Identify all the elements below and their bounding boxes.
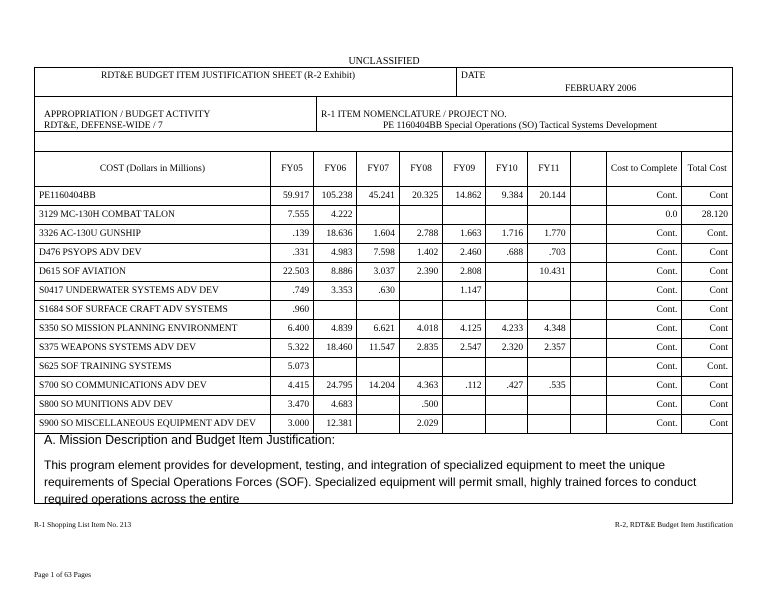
cost-cell: 2.029: [399, 415, 442, 434]
table-row: [35, 187, 733, 206]
table-row: [35, 225, 733, 244]
cost-cell: [570, 301, 606, 320]
cost-cell: Cont.: [606, 358, 682, 377]
cost-cell: 4.363: [399, 377, 442, 396]
cost-cell: Cont: [682, 339, 733, 358]
cost-cell: .688: [486, 244, 528, 263]
cost-cell: .139: [270, 225, 313, 244]
cost-cell: 11.547: [357, 339, 399, 358]
cost-cell: Cont.: [606, 187, 682, 206]
cost-cell: 4.018: [399, 320, 442, 339]
column-header: FY10: [486, 152, 528, 187]
cost-cell: [570, 415, 606, 434]
cost-cell: 2.460: [443, 244, 486, 263]
cost-cell: [486, 282, 528, 301]
row-label: S0417 UNDERWATER SYSTEMS ADV DEV: [35, 282, 271, 301]
cost-cell: Cont: [682, 282, 733, 301]
cost-cell: Cont.: [606, 225, 682, 244]
cost-cell: Cont: [682, 244, 733, 263]
column-header: FY07: [357, 152, 399, 187]
cost-cell: [443, 415, 486, 434]
cost-cell: [570, 396, 606, 415]
section-heading: A. Mission Description and Budget Item Justification:: [44, 433, 336, 447]
cost-cell: 22.503: [270, 263, 313, 282]
cost-cell: [570, 206, 606, 225]
cost-cell: 5.073: [270, 358, 313, 377]
row-label: PE1160404BB: [35, 187, 271, 206]
cost-cell: [570, 320, 606, 339]
cost-cell: Cont.: [606, 320, 682, 339]
cost-cell: 3.353: [314, 282, 357, 301]
date-divider: [456, 67, 457, 96]
cost-cell: [528, 396, 570, 415]
row-label: S350 SO MISSION PLANNING ENVIRONMENT: [35, 320, 271, 339]
cost-cell: 4.839: [314, 320, 357, 339]
cost-cell: [357, 396, 399, 415]
cost-cell: [486, 301, 528, 320]
cost-cell: 4.983: [314, 244, 357, 263]
cost-cell: 5.322: [270, 339, 313, 358]
cost-cell: 2.320: [486, 339, 528, 358]
footer-right: R-2, RDT&E Budget Item Justification: [614, 520, 733, 529]
cost-cell: .960: [270, 301, 313, 320]
cost-cell: Cont: [682, 415, 733, 434]
cost-cell: [357, 301, 399, 320]
cost-cell: 105.238: [314, 187, 357, 206]
cost-cell: [486, 263, 528, 282]
cost-cell: [357, 415, 399, 434]
cost-cell: .331: [270, 244, 313, 263]
cost-cell: Cont.: [606, 263, 682, 282]
cost-cell: .630: [357, 282, 399, 301]
row-label: 3326 AC-130U GUNSHIP: [35, 225, 271, 244]
cost-cell: 6.621: [357, 320, 399, 339]
column-header: [570, 152, 606, 187]
cost-cell: .500: [399, 396, 442, 415]
cost-cell: Cont: [682, 301, 733, 320]
cost-table: [34, 151, 733, 434]
cost-cell: .112: [443, 377, 486, 396]
footer-left: R-1 Shopping List Item No. 213: [34, 520, 132, 529]
table-row: [35, 320, 733, 339]
header-divider: [34, 131, 733, 132]
row-label: D476 PSYOPS ADV DEV: [35, 244, 271, 263]
column-header: FY09: [443, 152, 486, 187]
cost-cell: 4.222: [314, 206, 357, 225]
table-row: [35, 358, 733, 377]
cost-cell: 4.125: [443, 320, 486, 339]
cost-cell: [528, 206, 570, 225]
row-label: 3129 MC-130H COMBAT TALON: [35, 206, 271, 225]
cost-cell: [528, 282, 570, 301]
cost-cell: 1.663: [443, 225, 486, 244]
appropriation-divider: [316, 96, 317, 131]
date-value: FEBRUARY 2006: [565, 84, 637, 94]
cost-cell: [570, 377, 606, 396]
table-row: [35, 377, 733, 396]
cost-cell: .749: [270, 282, 313, 301]
page-number: Page 1 of 63 Pages: [34, 570, 92, 579]
cost-cell: 14.862: [443, 187, 486, 206]
cost-cell: 10.431: [528, 263, 570, 282]
table-row: [35, 282, 733, 301]
cost-cell: [399, 282, 442, 301]
cost-cell: 3.000: [270, 415, 313, 434]
cost-cell: 9.384: [486, 187, 528, 206]
cost-cell: 24.795: [314, 377, 357, 396]
header-divider: [34, 96, 733, 97]
cost-cell: 6.400: [270, 320, 313, 339]
cost-cell: Cont.: [606, 377, 682, 396]
cost-cell: 4.348: [528, 320, 570, 339]
cost-cell: 12.381: [314, 415, 357, 434]
cost-cell: Cont.: [606, 282, 682, 301]
cost-cell: [443, 301, 486, 320]
column-header: FY11: [528, 152, 570, 187]
cost-cell: .703: [528, 244, 570, 263]
cost-cell: 0.0: [606, 206, 682, 225]
column-header: COST (Dollars in Millions): [35, 152, 271, 187]
row-label: S375 WEAPONS SYSTEMS ADV DEV: [35, 339, 271, 358]
cost-cell: [443, 358, 486, 377]
cost-cell: 20.144: [528, 187, 570, 206]
cost-cell: 7.555: [270, 206, 313, 225]
cost-cell: 28.120: [682, 206, 733, 225]
table-row: [35, 301, 733, 320]
cost-cell: [528, 301, 570, 320]
cost-table-header: [35, 152, 733, 187]
cost-cell: 2.788: [399, 225, 442, 244]
cost-cell: 2.835: [399, 339, 442, 358]
row-label: D615 SOF AVIATION: [35, 263, 271, 282]
cost-cell: [443, 206, 486, 225]
column-header: Cost to Complete: [606, 152, 682, 187]
cost-cell: Cont: [682, 320, 733, 339]
column-header: Total Cost: [682, 152, 733, 187]
row-label: S800 SO MUNITIONS ADV DEV: [35, 396, 271, 415]
cost-cell: .427: [486, 377, 528, 396]
table-row: [35, 244, 733, 263]
cost-cell: Cont: [682, 187, 733, 206]
cost-cell: Cont.: [682, 358, 733, 377]
cost-cell: 1.604: [357, 225, 399, 244]
cost-cell: Cont: [682, 396, 733, 415]
cost-cell: 18.460: [314, 339, 357, 358]
row-label: S625 SOF TRAINING SYSTEMS: [35, 358, 271, 377]
appropriation-value: RDT&E, DEFENSE-WIDE / 7: [44, 121, 163, 131]
table-row: [35, 339, 733, 358]
cost-cell: 14.204: [357, 377, 399, 396]
cost-cell: 2.808: [443, 263, 486, 282]
cost-cell: 8.886: [314, 263, 357, 282]
table-row: [35, 206, 733, 225]
cost-cell: [570, 263, 606, 282]
column-header: FY06: [314, 152, 357, 187]
cost-cell: 2.357: [528, 339, 570, 358]
row-label: S1684 SOF SURFACE CRAFT ADV SYSTEMS: [35, 301, 271, 320]
cost-cell: Cont.: [606, 339, 682, 358]
cost-cell: [486, 396, 528, 415]
cost-cell: 3.037: [357, 263, 399, 282]
cost-cell: 3.470: [270, 396, 313, 415]
cost-cell: [357, 358, 399, 377]
cost-cell: [528, 415, 570, 434]
cost-cell: 18.636: [314, 225, 357, 244]
cost-cell: 7.598: [357, 244, 399, 263]
cost-cell: Cont.: [606, 244, 682, 263]
cost-cell: [314, 301, 357, 320]
cost-cell: 59.917: [270, 187, 313, 206]
cost-cell: .535: [528, 377, 570, 396]
column-header: FY08: [399, 152, 442, 187]
cost-cell: 1.402: [399, 244, 442, 263]
cost-cell: [570, 244, 606, 263]
cost-cell: 4.233: [486, 320, 528, 339]
sheet-title: RDT&E BUDGET ITEM JUSTIFICATION SHEET (R-2 Exhibit): [101, 71, 356, 81]
cost-cell: 1.147: [443, 282, 486, 301]
cost-cell: 2.547: [443, 339, 486, 358]
table-row: [35, 415, 733, 434]
table-row: [35, 396, 733, 415]
cost-cell: Cont: [682, 263, 733, 282]
column-header: FY05: [270, 152, 313, 187]
mission-paragraph: This program element provides for development, testing, and integration of specialized equipment to meet the unique requirements of Special Operations Forces (SOF). Specialized equipment will permit small, highly trained forces to conduct required operations across the entire: [44, 458, 697, 506]
cost-cell: [399, 358, 442, 377]
cost-cell: [399, 301, 442, 320]
appropriation-label: APPROPRIATION / BUDGET ACTIVITY: [44, 110, 211, 120]
cost-cell: [570, 358, 606, 377]
cost-cell: Cont.: [606, 301, 682, 320]
row-label: S900 SO MISCELLANEOUS EQUIPMENT ADV DEV: [35, 415, 271, 434]
cost-cell: 4.415: [270, 377, 313, 396]
table-row: [35, 263, 733, 282]
classification-marking: UNCLASSIFIED: [348, 56, 420, 67]
cost-cell: [357, 206, 399, 225]
cost-cell: 45.241: [357, 187, 399, 206]
cost-cell: Cont: [682, 377, 733, 396]
cost-cell: [486, 206, 528, 225]
cost-cell: 1.770: [528, 225, 570, 244]
cost-cell: [570, 187, 606, 206]
nomenclature-value: PE 1160404BB Special Operations (SO) Tactical Systems Development: [383, 121, 658, 131]
cost-cell: [443, 396, 486, 415]
cost-cell: [399, 206, 442, 225]
cost-cell: [314, 358, 357, 377]
cost-cell: [486, 358, 528, 377]
cost-cell: Cont.: [682, 225, 733, 244]
cost-cell: Cont.: [606, 415, 682, 434]
cost-cell: 2.390: [399, 263, 442, 282]
cost-cell: [570, 225, 606, 244]
cost-cell: [486, 415, 528, 434]
cost-cell: 20.325: [399, 187, 442, 206]
cost-cell: [528, 358, 570, 377]
cost-cell: [570, 282, 606, 301]
cost-cell: Cont.: [606, 396, 682, 415]
cost-cell: 4.683: [314, 396, 357, 415]
cost-cell: 1.716: [486, 225, 528, 244]
nomenclature-label: R-1 ITEM NOMENCLATURE / PROJECT NO.: [321, 110, 507, 120]
row-label: S700 SO COMMUNICATIONS ADV DEV: [35, 377, 271, 396]
cost-cell: [570, 339, 606, 358]
date-label: DATE: [461, 71, 486, 81]
